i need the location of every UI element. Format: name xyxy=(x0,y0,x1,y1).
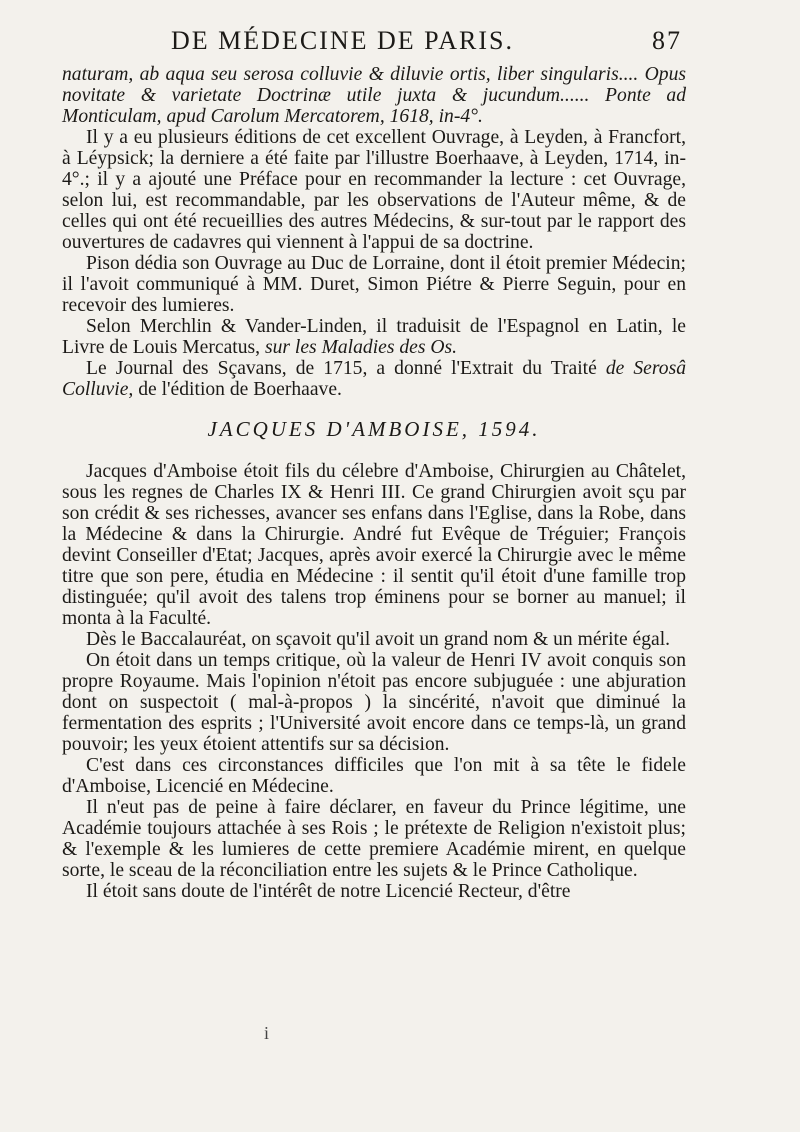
translation-title: sur les Maladies des Os. xyxy=(264,337,458,358)
paragraph-last-line: Il étoit sans doute de l'intérêt de notre Licencié Recteur, d'être xyxy=(86,881,571,902)
paragraph-journal xyxy=(62,358,686,400)
page-number: 87 xyxy=(652,26,682,55)
paragraph-translation xyxy=(62,316,686,358)
journal-title: de Serosâ Colluvie, xyxy=(62,358,686,400)
running-title: DE MÉDECINE DE PARIS. xyxy=(171,26,514,55)
paragraph-biography: Jacques d'Amboise étoit fils du célebre d'Amboise, Chirurgien au Châtelet, sous les regnes de Charles IX & Henri III. Ce grand Chirurgien avoit sçu par son crédit & ses richesses, avancer ses enfans dans l'Eglise, dans la Robe, dans la Médecine & dans la Chirurgie. André fut Evêque de Tréguier; François devint Conseiller d'Etat; Jacques, après avoir exercé la Chirurgie avec le même titre que son pere, étudia en Médecine : il sentit qu'il étoit d'une famille trop distinguée; qu'il avoit des talens trop éminens pour se borner au manuel; il monta à la Faculté. xyxy=(62,461,686,629)
paragraph-editions: Il y a eu plusieurs éditions de cet excellent Ouvrage, à Leyden, à Francfort, à Léypsick; la derniere a été faite par l'illustre Boerhaave, à Leyden, 1714, in-4°.; il y a ajouté une Préface pour en recommander la lecture : cet Ouvrage, selon lui, est recommandable, par les observations de l'Auteur même, & de celles qui ont été recueillies des autres Médecins, & sur-tout par le rapport des ouvertures de cadavres qui viennent à l'appui de sa doctrine. xyxy=(62,127,686,253)
catchmark: i xyxy=(264,1023,270,1043)
paragraph-critical-time: On étoit dans un temps critique, où la valeur de Henri IV avoit conquis son propre Royaume. Mais l'opinion n'étoit pas encore subjuguée : une abjuration dont on suspectoit ( mal-à-propos ) la sincérité, n'avoit que diminué la fermentation des esprits ; l'Université avoit encore dans ce temps-là, un grand pouvoir; les yeux étoient attentifs sur sa décision. xyxy=(62,650,686,755)
body-text xyxy=(62,64,686,902)
paragraph-dedication: Pison dédia son Ouvrage au Duc de Lorraine, dont il étoit premier Médecin; il l'avoit communiqué à MM. Duret, Simon Piétre & Pierre Seguin, pour en recevoir des lumieres. xyxy=(62,253,686,316)
journal-end: de l'édition de Boerhaave. xyxy=(133,379,342,400)
section-heading: JACQUES D'AMBOISE, 1594. xyxy=(207,417,541,441)
paragraph-baccalaureate: Dès le Baccalauréat, on sçavoit qu'il avoit un grand nom & un mérite égal. xyxy=(86,629,671,650)
journal-text: Le Journal des Sçavans, de 1715, a donné l'Extrait du Traité xyxy=(86,358,606,379)
paragraph-circumstances: C'est dans ces circonstances difficiles que l'on mit à sa tête le fidele d'Amboise, Licencié en Médecine. xyxy=(62,755,686,797)
paragraph-citation: naturam, ab aqua seu serosa colluvie & diluvie ortis, liber singularis.... Opus novitate & varietate Doctrinæ utile juxta & jucundum...... Ponte ad Monticulam, apud Carolum Mercatorem, 1618, in-4°. xyxy=(62,64,686,127)
translation-text: Selon Merchlin & Vander-Linden, il traduisit de l'Espagnol en Latin, le Livre de Louis Mercatus, xyxy=(62,316,686,358)
paragraph-academy: Il n'eut pas de peine à faire déclarer, en faveur du Prince légitime, une Académie toujours attachée à ses Rois ; le prétexte de Religion n'existoit plus; & l'exemple & les lumieres de cette premiere Académie mirent, en quelque sorte, le sceau de la réconciliation entre les sujets & le Prince Catholique. xyxy=(62,797,686,881)
